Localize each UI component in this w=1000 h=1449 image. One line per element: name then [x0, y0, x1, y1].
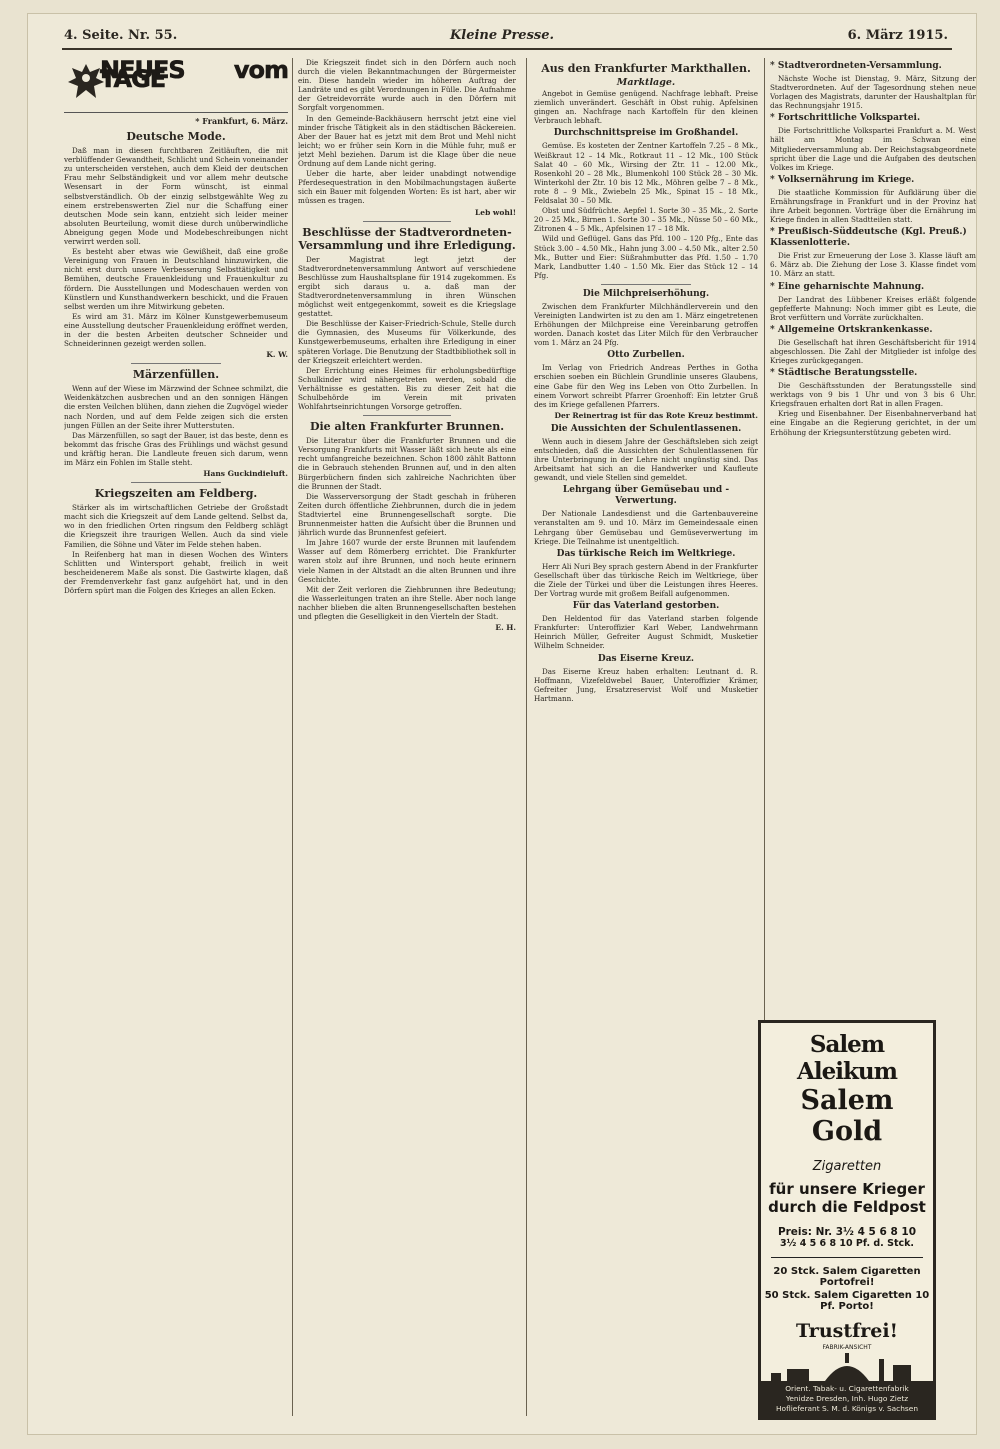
paragraph: Die Fortschrittliche Volkspartei Frankfurt a. M. West hält am Montag im Schwan eine Mitgliederversammlung ab. Der Reichstagsabgeordnete spricht über die Lage und die Aufgaben des deutschen Volkes im Kriege.	[770, 126, 976, 172]
article-title: Die alten Frankfurter Brunnen.	[309, 420, 505, 434]
column-1	[64, 58, 288, 1438]
paragraph: Krieg und Eisenbahner. Der Eisenbahnerverband hat eine Eingabe an die Regierung gerichtet, in der um Erhöhung der Kriegsunterstützung gebeten wird.	[770, 409, 976, 437]
paragraph: Gemüse. Es kosteten der Zentner Kartoffeln 7.25 – 8 Mk., Weißkraut 12 – 14 Mk., Rotkraut 11 – 12 Mk., 100 Stück Salat 40 – 60 Mk., Wirsing der Ztr. 11 – 12.00 Mk., Rosenkohl 20 – 28 Mk., Blumenkohl 100 Stück 28 – 30 Mk. Winterkohl der Ztr. 10 bis 12 Mk., Möhren gelbe 7 – 8 Mk., rote 8 – 9 Mk., Zwiebeln 25 Mk., Spinat 15 – 18 Mk., Feldsalat 30 – 50 Mk.	[534, 141, 758, 206]
article-title: Aus den Frankfurter Markthallen.	[541, 62, 751, 75]
divider	[771, 1257, 923, 1258]
author-signature: E. H.	[495, 623, 516, 633]
section-subtitle: Durchschnittspreise im Großhandel.	[553, 128, 739, 139]
article-title: Deutsche Mode.	[126, 130, 226, 144]
divider	[363, 221, 450, 222]
masthead	[64, 58, 288, 113]
article-title: Das türkische Reich im Weltkriege.	[556, 548, 736, 559]
article-title: Lehrgang über Gemüsebau und -Verwertung.	[562, 485, 730, 507]
article-title: Beschlüsse der Stadtverordneten-Versammlung und ihre Erledigung.	[298, 225, 516, 252]
paragraph: Die Frist zur Erneuerung der Lose 3. Klasse läuft am 6. März ab. Die Ziehung der Lose 3. Klasse findet vom 10. März an statt.	[770, 251, 976, 279]
paragraph: Der Magistrat legt jetzt der Stadtverordnetenversammlung Antwort auf verschiedene Beschlüsse zum Haushaltsplane für 1914 zugekommen. Es ergibt sich daraus u. a. daß man der Stadtverordnetenversammlung in ihren Wünschen möglichst weit entgegenkommt, soweit es die Kriegslage gestattet.	[298, 254, 516, 319]
article-title: * Volksernährung im Kriege.	[770, 174, 915, 185]
ad-firm-footer	[761, 1381, 933, 1417]
closing-phrase: Leb wohl!	[475, 207, 516, 217]
article-title: * Eine geharnischte Mahnung.	[770, 281, 925, 292]
paragraph: In den Gemeinde-Backhäusern herrscht jetzt eine viel minder frische Tätigkeit als in den städtischen Bäckereien. Aber der Bauer hat es jetzt mit dem Brot und Mehl nicht leicht; wo er früher sein Korn in die Mühle fuhr, muß er jetzt Mehl beziehen. Darum ist die Klage über die neue Ordnung auf dem Lande nicht gering.	[298, 113, 516, 169]
article-title: * Allgemeine Ortskrankenkasse.	[770, 324, 933, 335]
ad-brand-primary: Salem Aleikum	[797, 1031, 897, 1085]
ad-product: Zigaretten	[812, 1159, 882, 1174]
article-title: * Fortschrittliche Volkspartei.	[770, 113, 921, 124]
column-rule	[526, 58, 527, 1416]
paragraph: Mit der Zeit verloren die Ziehbrunnen ihre Bedeutung; die Wasserleitungen traten an ihre Stelle. Aber noch lange nachher blieben die alten Brunnengesellschaften bestehen und pflegten die Geselligkeit in den Vierteln der Stadt.	[298, 584, 516, 621]
article-title: Das Eiserne Kreuz.	[597, 653, 695, 664]
column-2	[298, 58, 516, 1438]
article-title: Märzenfüllen.	[132, 368, 220, 382]
author-signature: K. W.	[266, 350, 288, 360]
paragraph: In Reifenberg hat man in diesen Wochen des Winters Schlitten und Wintersport gehabt, freilich in weit bescheidenerem Maße als sonst. Die Gastwirte klagen, daß der Fremdenverkehr fast ganz aufgehört hat, und in den Dörfern spürt man die Folgen des Krieges an allen Ecken.	[64, 549, 288, 596]
paragraph: Im Jahre 1607 wurde der erste Brunnen mit laufendem Wasser auf dem Römerberg errichtet. Die Frankfurter waren stolz auf ihre Brunnen, und noch heute erinnern viele Namen in der Altstadt an die alten Brunnen und ihre Geschichte.	[298, 538, 516, 584]
paragraph: Zwischen dem Frankfurter Milchhändlerverein und den Vereinigten Landwirten ist zu den am 1. März eingetretenen Erhöhungen der Milchpreise eine Vereinbarung getroffen worden. Danach kostet das Liter Milch für den Verbraucher vom 1. März an 24 Pfg.	[534, 301, 758, 348]
ad-firm-line: Yenidze Dresden, Inh. Hugo Zietz	[785, 1394, 909, 1403]
column-rule	[292, 58, 293, 1416]
closing-note: Der Reinertrag ist für das Rote Kreuz bestimmt.	[554, 410, 758, 420]
paragraph: Das Eiserne Kreuz haben erhalten: Leutnant d. R. Hoffmann, Vizefeldwebel Bauer, Unteroffizier Krämer, Gefreiter Jung, Ersatzreservist Wolf und Musketier Hartmann.	[534, 666, 758, 703]
article-title: Die Aussichten der Schulentlassenen.	[550, 423, 742, 434]
ad-price-line: 3½ 4 5 6 8 10 Pf. d. Stck.	[779, 1238, 915, 1249]
article-title: * Städtische Beratungsstelle.	[770, 368, 918, 379]
paragraph: Ueber die harte, aber leider unabdingt notwendige Pferdesequestration in den Mobilmachungstagen äußerte sich ein Bauer mit folgenden Worten: Es ist hart, aber wir müssen es tragen.	[298, 169, 516, 206]
column-3	[534, 58, 758, 1438]
ad-firm-line: Orient. Tabak- u. Cigarettenfabrik	[785, 1384, 909, 1393]
paragraph: Herr Ali Nuri Bey sprach gestern Abend in der Frankfurter Gesellschaft über das türkische Reich im Weltkriege, über die Ziele der Türkei und über die Leistungen ihres Heeres. Der Vortrag wurde mit großem Beifall aufgenommen.	[534, 561, 758, 599]
divider	[131, 363, 221, 364]
ad-slogan: Trustfrei!	[796, 1320, 898, 1342]
divider	[363, 415, 450, 416]
article-title: * Stadtverordneten-Versammlung.	[770, 61, 942, 71]
ad-offer: 20 Stck. Salem Cigaretten Portofrei!	[773, 1266, 921, 1288]
paragraph: Den Heldentod für das Vaterland starben folgende Frankfurter: Unteroffizier Karl Weber, Landwehrmann Heinrich Müller, Gefreiter August Schmidt, Musketier Wilhelm Schneider.	[534, 614, 758, 651]
paragraph: Der Nationale Landesdienst und die Gartenbauvereine veranstalten am 9. und 10. März im Gemeindesaale einen Lehrgang über Gemüsebau und Gemüseverwertung im Kriege. Die Teilnahme ist unentgeltlich.	[534, 509, 758, 546]
paragraph: Der Landrat des Lübbener Kreises erläßt folgende gepfefferte Mahnung: Noch immer gibt es Leute, die Brot verfüttern und Vorräte zurückhalten.	[770, 294, 976, 322]
paragraph: Die Literatur über die Frankfurter Brunnen und die Versorgung Frankfurts mit Wasser läßt sich heute als eine recht umfangreiche bezeichnen. Schon 1800 zählt Battonn die in Gebrauch stehenden Brunnen auf, und in den alten Bürgerbüchern finden sich zahlreiche Nachrichten über die Brunnen der Stadt.	[298, 436, 516, 491]
paragraph: Obst und Südfrüchte. Aepfel 1. Sorte 30 – 35 Mk., 2. Sorte 20 – 25 Mk., Birnen 1. Sorte 30 – 35 Mk., Nüsse 50 – 60 Mk., Zitronen 4 – 5 Mk., Apfelsinen 17 – 18 Mk.	[534, 206, 758, 234]
ad-tagline: für unsere Krieger durch die Feldpost	[768, 1180, 926, 1216]
paragraph: Daß man in diesen furchtbaren Zeitläuften, die mit verblüffender Gewandtheit, Schlicht und Schein voneinander zu unterscheiden verstehen, auch dem Kleid der deutschen Frau mehr Selbständigkeit und vor allem mehr deutsche Wesensart in der Form wünscht, ist einmal selbstverständlich. Ob der einzig selbstgewählte Weg zu einem erstrebenswerten Ziel nur die Schaffung einer deutschen Mode sein kann, entzieht sich leider meiner absoluten Beurteilung, womit diese durch unüberwindliche Abneigung gegen Mode und Modebeschreibungen nicht verwirrt werden soll.	[64, 146, 288, 247]
ad-offer: 50 Stck. Salem Cigaretten 10 Pf. Porto!	[764, 1290, 930, 1312]
dateline: * Frankfurt, 6. März.	[195, 116, 288, 126]
paragraph: Die Gesellschaft hat ihren Geschäftsbericht für 1914 abgeschlossen. Die Zahl der Mitglieder ist infolge des Krieges zurückgegangen.	[770, 337, 976, 365]
issue-date: 6. März 1915.	[847, 28, 948, 43]
ad-factory-caption: FABRIK-ANSICHT	[822, 1344, 872, 1351]
paragraph: Nächste Woche ist Dienstag, 9. März, Sitzung der Stadtverordneten. Auf der Tagesordnung stehen neue Vorlagen des Magistrats, darunter der Haushaltplan für das Rechnungsjahr 1915.	[770, 74, 976, 111]
paragraph: Die Beschlüsse der Kaiser-Friedrich-Schule, Stelle durch die Gymnasien, des Museums für Völkerkunde, des Kunstgewerbemuseums, erhalten ihre Erledigung in einer späteren Vorlage. Die Benutzung der Stadtbibliothek soll in der Kriegszeit erleichtert werden.	[298, 319, 516, 365]
cigarette-advertisement	[758, 1020, 936, 1420]
paragraph: Wenn auf der Wiese im Märzwind der Schnee schmilzt, die Weidenkätzchen ausbrechen und an den sonnigen Hängen die ersten Veilchen blühen, dann ziehen die Zugvögel wieder nach Norden, und auf dem Felde zeigen sich die ersten jungen Füllen an der Seite ihrer Mutterstuten.	[64, 384, 288, 430]
masthead-title: NEUES vom TAGE	[100, 58, 288, 94]
header-rule	[62, 48, 952, 50]
paragraph: Das Märzenfüllen, so sagt der Bauer, ist das beste, denn es bekommt das frische Gras des Frühlings und wächst gesund und kräftig heran. Die Landleute freuen sich darum, wenn im März ein Fohlen im Stalle steht.	[64, 430, 288, 467]
divider	[601, 284, 691, 285]
paragraph: Die Wasserversorgung der Stadt geschah in früheren Zeiten durch öffentliche Ziehbrunnen, durch die in jedem Stadtviertel eine Brunnengesellschaft sorgte. Die Brunnenmeister hatten die Aufsicht über die Brunnen und jährlich wurde das Brunnenfest gefeiert.	[298, 491, 516, 538]
paragraph: Es wird am 31. März im Kölner Kunstgewerbemuseum eine Ausstellung deutscher Frauenkleidung eröffnet werden, in der die besten Arbeiten deutscher Schneider und Schneiderinnen gezeigt werden sollen.	[64, 311, 288, 349]
paragraph: Der Errichtung eines Heimes für erholungsbedürftige Schulkinder wird nähergetreten werden, sobald die Verhältnisse es gestatten. Bis zu dieser Zeit hat die Schulbehörde im Verein mit privaten Wohlfahrtseinrichtungen Vorsorge getroffen.	[298, 365, 516, 412]
page-number: 4. Seite. Nr. 55.	[64, 28, 178, 43]
paragraph: Im Verlag von Friedrich Andreas Perthes in Gotha erschien soeben ein Büchlein Grundlinie unseres Glaubens, eine Gabe für den Weg ins Leben von Otto Zurbellen. In einem Vorwort schreibt Pfarrer Groenhoff: Ein letzter Gruß des im Kriege gefallenen Pfarrers.	[534, 363, 758, 409]
ad-brand-secondary: Salem Gold	[800, 1085, 894, 1147]
section-subtitle: Marktlage.	[616, 77, 676, 88]
paragraph: Stärker als im wirtschaftlichen Getriebe der Großstadt macht sich die Kriegszeit auf dem Lande geltend. Selbst da, wo in den friedlichen Orten ringsum den Feldberg schlägt die Kriegszeit ihre traurigen Wellen. Auch da sind viele Familien, die Söhne und Väter im Felde stehen haben.	[64, 503, 288, 549]
author-signature: Hans Guckindieluft.	[203, 469, 288, 479]
paragraph: Wenn auch in diesem Jahre der Geschäftsleben sich zeigt entschieden, daß die Aussichten der Schulentlassenen für ihre Unterbringung in der Lehre nicht ungünstig sind. Das Arbeitsamt hat sich an die Handwerker und Kaufleute gewandt, und viele Stellen sind gemeldet.	[534, 436, 758, 483]
newspaper-name: Kleine Presse.	[449, 28, 555, 43]
paragraph: Wild und Geflügel. Gans das Pfd. 100 – 120 Pfg., Ente das Stück 3.00 – 4.50 Mk., Hahn jung 3.00 – 4.50 Mk., alter 2.50 Mk., Butter und Eier: Süßrahmbutter das Pfd. 1.50 – 1.70 Mark, Landbutter 1.40 – 1.50 Mk. Eier das Stück 12 – 14 Pfg.	[534, 234, 758, 280]
ad-firm-line: Hoflieferant S. M. d. Königs v. Sachsen	[775, 1404, 918, 1413]
column-4	[770, 58, 976, 1018]
article-title: Otto Zurbellen.	[607, 350, 685, 361]
article-title: Die Milchpreiserhöhung.	[582, 288, 710, 299]
divider	[131, 482, 221, 483]
paragraph: Angebot in Gemüse genügend. Nachfrage lebhaft. Preise ziemlich unverändert. Geschäft in Obst ruhig. Apfelsinen gingen an. Nachfrage nach Kartoffeln für den kleinen Verbrauch lebhaft.	[534, 89, 758, 126]
article-title: Für das Vaterland gestorben.	[572, 601, 720, 612]
article-title: * Preußisch-Süddeutsche (Kgl. Preuß.) Klassenlotterie.	[770, 227, 967, 249]
paragraph: Es besteht aber etwas wie Gewißheit, daß eine große Vereinigung von Frauen in Deutschland hinzuwirken, die nicht erst durch unsere Verbesserung Selbsttätigkeit und Bemühen, deutsche Frauenkleidung und Frauenkultur zu fördern. Die Ausstellungen und Modeschauen werden von Künstlern und Kunsthandwerkern beschickt, und die Frauen selbst werden um ihre Mitwirkung gebeten.	[64, 247, 288, 311]
paragraph: Die Geschäftsstunden der Beratungsstelle sind werktags von 9 bis 1 Uhr und von 3 bis 6 Uhr. Kriegsfrauen erhalten dort Rat in allen Fragen.	[770, 381, 976, 409]
article-title: Kriegszeiten am Feldberg.	[94, 487, 258, 501]
paragraph: Die staatliche Kommission für Aufklärung über die Ernährungsfrage in Frankfurt und in der Provinz hat ihre Arbeit begonnen. Vorträge über die Ernährung im Kriege finden in allen Stadtteilen statt.	[770, 187, 976, 225]
ad-price-line: Preis: Nr. 3½ 4 5 6 8 10	[777, 1226, 917, 1238]
paragraph: Die Kriegszeit findet sich in den Dörfern auch noch durch die vielen Bekanntmachungen der Bürgermeister ein. Diese handeln wieder im höheren Auftrag der Landräte und es gibt Verordnungen in Fülle. Die Aufnahme der Getreidevorräte wurde auch in den Dörfern mit Sorgfalt vorgenommen.	[298, 58, 516, 113]
